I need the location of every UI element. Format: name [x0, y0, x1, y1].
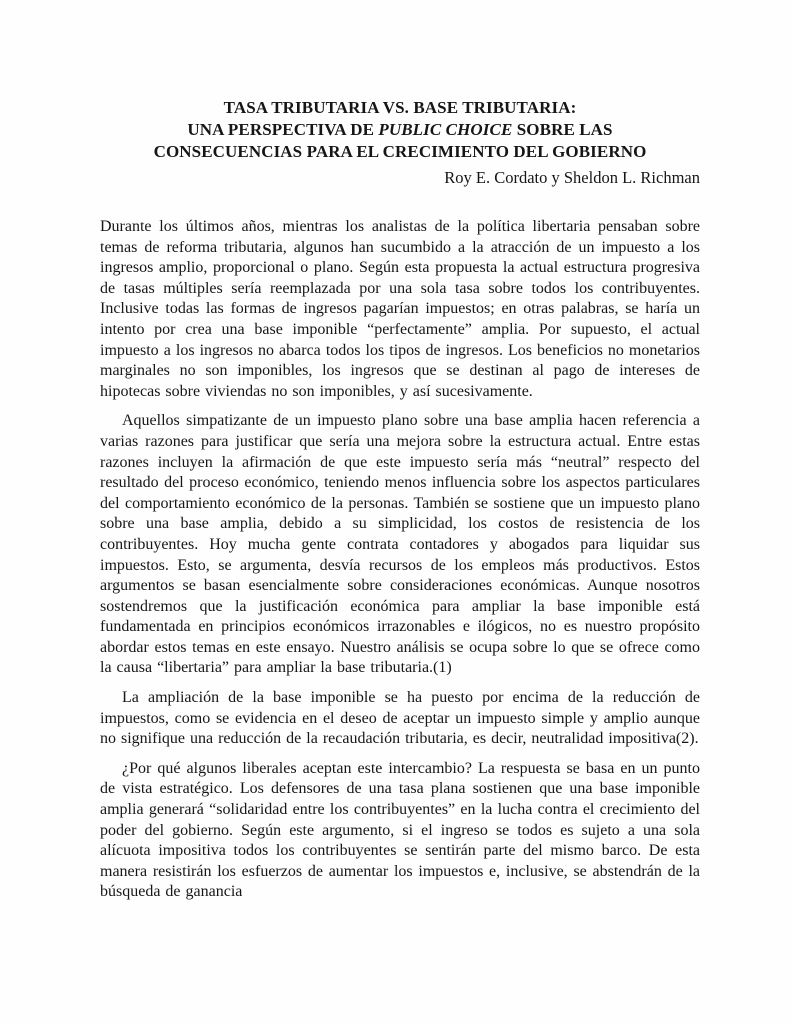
paragraph: La ampliación de la base imponible se ha puesto por encima de la reducción de impuestos, como se evidencia en el deseo de aceptar un impuesto simple y amplio aunque no signifique una reducción de la recaudación tributaria, es decir, neutralidad impositiva(2). [100, 689, 700, 748]
title-line-2-post: SOBRE LAS [512, 120, 613, 139]
title-line-2-italic: PUBLIC CHOICE [378, 120, 513, 139]
paragraph: Durante los últimos años, mientras los analistas de la política libertaria pensaban sobre temas de reforma tributaria, algunos han sucumbido a la atracción de un impuesto a los ingresos amplio, proporcional o plano. Según esta propuesta la actual estructura progresiva de tasas múltiples sería reemplazada por una sola tasa sobre todos los contribuyentes. Inclusive todas las formas de ingresos pagarían impuestos; en otras palabras, se haría un intento por crea una base imponible “perfectamente” amplia. Por supuesto, el actual impuesto a los ingresos no abarca todos los tipos de ingresos. Los beneficios no monetarios marginales no son imponibles, los ingresos que se destinan al pago de intereses de hipotecas sobre viviendas no son imponibles, y así sucesivamente. [100, 218, 700, 400]
document-body [100, 217, 700, 903]
paragraph: Aquellos simpatizante de un impuesto plano sobre una base amplia hacen referencia a varias razones para justificar que sería una mejora sobre la estructura actual. Entre estas razones incluyen la afirmación de que este impuesto sería más “neutral” respecto del resultado del proceso económico, teniendo menos influencia sobre los aspectos particulares del comportamiento económico de la personas. También se sostiene que un impuesto plano sobre una base amplia, debido a su simplicidad, los costos de resistencia de los contribuyentes. Hoy mucha gente contrata contadores y abogados para liquidar sus impuestos. Esto, se argumenta, desvía recursos de los empleos más productivos. Estos argumentos se basan esencialmente sobre consideraciones económicas. Aunque nosotros sostendremos que la justificación económica para ampliar la base imponible está fundamentada en principios económicos irrazonables e ilógicos, no es nuestro propósito abordar estos temas en este ensayo. Nuestro análisis se ocupa sobre lo que se ofrece como la causa “libertaria” para ampliar la base tributaria.(1) [100, 412, 700, 677]
paragraph: ¿Por qué algunos liberales aceptan este intercambio? La respuesta se basa en un punto de vista estratégico. Los defensores de una tasa plana sostienen que una base imponible amplia generará “solidaridad entre los contribuyentes” en la lucha contra el crecimiento del poder del gobierno. Según este argumento, si el ingreso se todos es sujeto a una sola alícuota impositiva todos los contribuyentes se sentirán parte del mismo barco. De esta manera resistirán los esfuerzos de aumentar los impuestos e, inclusive, se abstendrán de la búsqueda de ganancia [100, 759, 700, 901]
text-column [100, 0, 700, 903]
title-line-2 [100, 119, 700, 141]
title-line-3: CONSECUENCIAS PARA EL CRECIMIENTO DEL GOBIERNO [153, 142, 647, 161]
author-byline: Roy E. Cordato y Sheldon L. Richman [444, 168, 700, 187]
document-title [100, 0, 700, 163]
title-line-2-pre: UNA PERSPECTIVA DE [187, 120, 379, 139]
title-line-1: TASA TRIBUTARIA VS. BASE TRIBUTARIA: [223, 98, 577, 117]
